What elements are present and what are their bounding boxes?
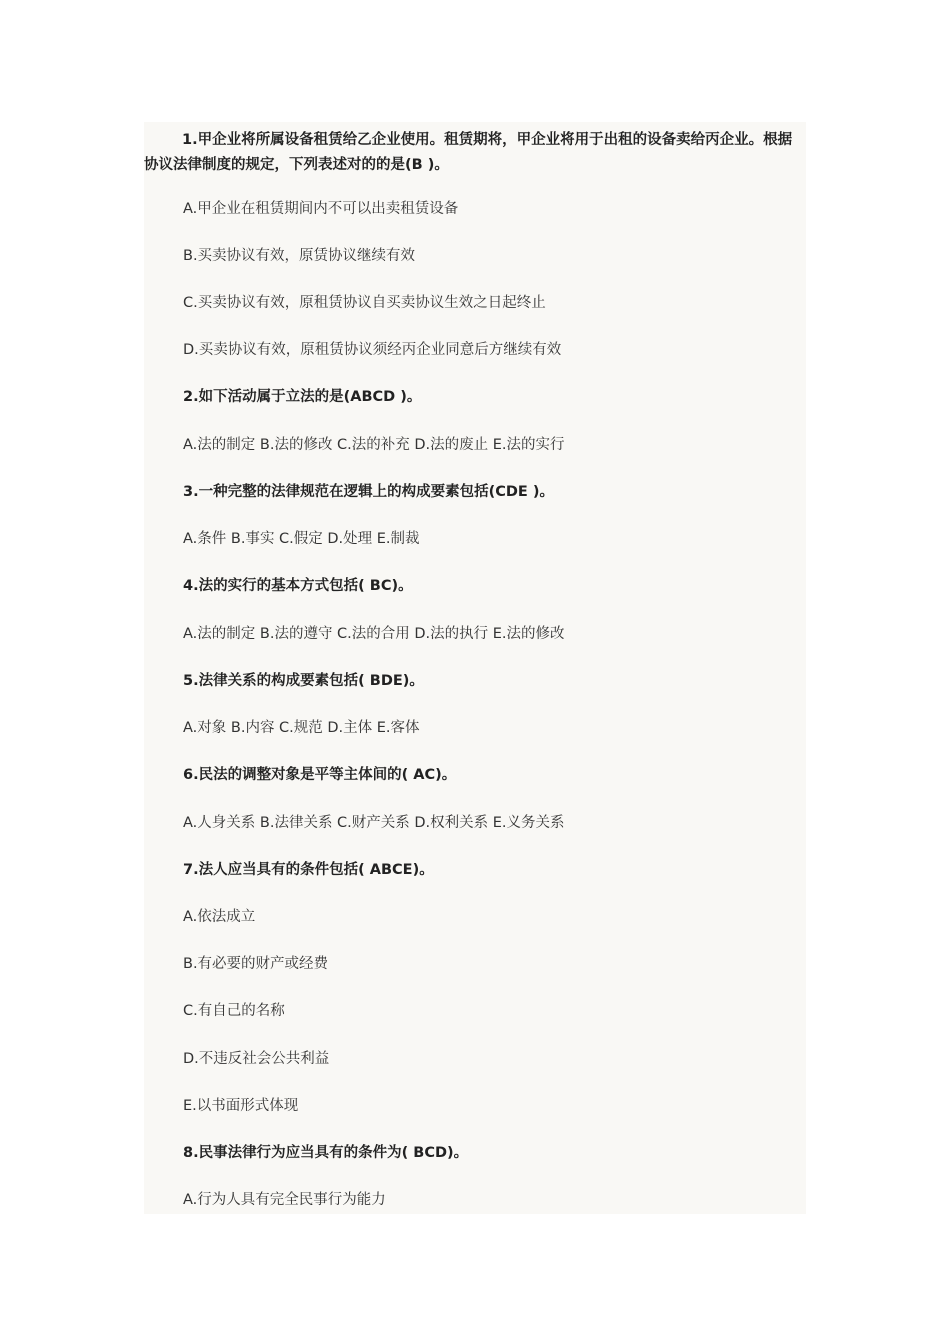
- question-7-option-d: D.不违反社会公共利益: [183, 1051, 330, 1067]
- question-4-options: A.法的制定 B.法的遵守 C.法的合用 D.法的执行 E.法的修改: [183, 626, 565, 642]
- question-6-stem: 6.民法的调整对象是平等主体间的( AC)。: [183, 767, 457, 783]
- question-3-stem: 3.一种完整的法律规范在逻辑上的构成要素包括(CDE )。: [183, 484, 554, 500]
- question-4-stem: 4.法的实行的基本方式包括( BC)。: [183, 578, 413, 594]
- question-1-stem: 1.甲企业将所属设备租赁给乙企业使用。租赁期将，甲企业将用于出租的设备卖给丙企业。根据协议法律制度的规定，下列表述对的的是(B )。: [144, 132, 793, 173]
- question-1-option-d: D.买卖协议有效，原租赁协议须经丙企业同意后方继续有效: [183, 342, 562, 358]
- question-5-stem: 5.法律关系的构成要素包括( BDE)。: [183, 673, 424, 689]
- question-7-stem: 7.法人应当具有的条件包括( ABCE)。: [183, 862, 434, 878]
- question-2-options: A.法的制定 B.法的修改 C.法的补充 D.法的废止 E.法的实行: [183, 437, 565, 453]
- question-7-option-b: B.有必要的财产或经费: [183, 956, 329, 972]
- question-1-option-a: A.甲企业在租赁期间内不可以出卖租赁设备: [183, 201, 459, 217]
- question-5-options: A.对象 B.内容 C.规范 D.主体 E.客体: [183, 720, 420, 736]
- question-1-option-b: B.买卖协议有效，原赁协议继续有效: [183, 248, 416, 264]
- question-3-options: A.条件 B.事实 C.假定 D.处理 E.制裁: [183, 531, 420, 547]
- question-6-options: A.人身关系 B.法律关系 C.财产关系 D.权利关系 E.义务关系: [183, 815, 565, 831]
- question-1-option-c: C.买卖协议有效，原租赁协议自买卖协议生效之日起终止: [183, 295, 546, 311]
- question-8-option-a: A.行为人具有完全民事行为能力: [183, 1192, 386, 1208]
- question-2-stem: 2.如下活动属于立法的是(ABCD )。: [183, 389, 422, 405]
- question-7-option-c: C.有自己的名称: [183, 1003, 285, 1019]
- question-7-option-a: A.依法成立: [183, 909, 256, 925]
- question-8-stem: 8.民事法律行为应当具有的条件为( BCD)。: [183, 1145, 469, 1161]
- question-7-option-e: E.以书面形式体现: [183, 1098, 299, 1114]
